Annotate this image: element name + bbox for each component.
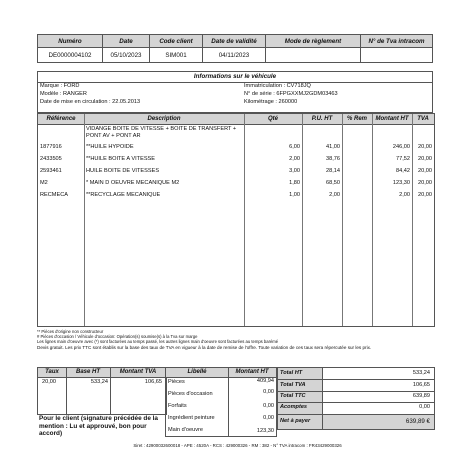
value-date-validite: 04/11/2023 [203,48,266,63]
vehicle-info-box [37,82,433,113]
items-row-4-montant: 123,30 [392,180,410,186]
tva-col-montant: Montant TVA [119,369,157,375]
value-mode-reglement [266,48,361,63]
libelle-col-montant: Montant HT [235,369,269,375]
items-col-qte: Qté [267,116,278,122]
items-row-4-ref: M2 [40,180,48,186]
col-numero: Numéro [38,35,103,48]
net-a-payer-box [277,414,435,430]
vehicle-marque: Marque : FORD [40,83,80,89]
items-col-reference: Référence [46,116,76,122]
items-row-1-montant: 246,00 [392,144,410,150]
col-date-validite: Date de validité [203,35,266,48]
value-numero: DE0000004102 [38,48,103,63]
items-row-1-pu: 41,00 [326,144,340,150]
col-tva-intracom: N° de Tva intracom [361,35,433,48]
items-col-tva: TVA [417,116,429,122]
totals-box [277,367,435,415]
tva-col-base: Base HT [75,369,100,375]
note-line-2: # Pièces d'occasion / Véhicule d'occasion: Opération(s) soumise(s) à la Tva sur marge [37,334,198,339]
document-header-table [37,34,433,63]
items-row-0-desc: VIDANGE BOITE DE VITESSE + BOITE DE TRANSFERT + PONT AV + PONT AR [86,126,237,139]
notes-block [37,329,437,350]
items-row-5-montant: 2,00 [399,192,410,198]
items-row-3-montant: 84,42 [396,168,410,174]
vehicle-modele: Modèle : RANGER [40,91,87,97]
items-col-pu: P.U. HT [311,116,333,122]
net-a-payer-value: 639,89 € [405,418,430,425]
items-row-4-desc: * MAIN D OEUVRE MECANIQUE M2 [86,180,180,186]
total-ht-label: Total HT [280,370,303,376]
items-row-3-pu: 28,14 [326,168,340,174]
items-row-3-qte: 3,00 [289,168,300,174]
items-row-3-tva: 20,00 [418,168,432,174]
items-row-5-qte: 1,00 [289,192,300,198]
items-header [38,114,434,125]
net-a-payer-label: Net à payer [280,418,311,424]
total-ttc-value: 639,89 [412,393,430,399]
libelle-row-2-value: 0,00 [263,403,274,409]
tva-table [37,367,167,415]
libelle-row-2-label: Forfaits [168,403,187,409]
items-row-4-qte: 1,80 [289,180,300,186]
items-row-4-pu: 68,50 [326,180,340,186]
acomptes-label: Acomptes [280,404,308,410]
items-col-description: Description [147,116,181,122]
note-line-1: ** Pièces d'origine non constructeur [37,329,104,334]
items-row-2-montant: 77,52 [396,156,410,162]
items-row-1-tva: 20,00 [418,144,432,150]
total-tva-value: 106,65 [412,382,430,388]
total-tva-label: Total TVA [280,382,306,388]
vehicle-section-title: Informations sur le véhicule [37,71,433,83]
items-row-2-pu: 38,76 [326,156,340,162]
items-row-5-desc: **RECYCLAGE MECANIQUE [86,192,161,198]
items-row-1-qte: 6,00 [289,144,300,150]
libelle-row-1-value: 0,00 [263,389,274,395]
tva-col-taux: Taux [45,369,59,375]
note-line-3: Les lignes main d'oeuvre avec (*) sont facturées au temps passé, les autres lignes main d'oeuvre sont facturées au temps barémé [37,339,279,344]
acomptes-value: 0,00 [419,404,430,410]
libelle-row-3-label: Ingrédient peinture [168,415,215,421]
items-col-montant: Montant HT [375,116,409,122]
value-tva-intracom [361,48,433,63]
col-code-client: Code client [150,35,203,48]
libelle-table [165,367,277,437]
items-row-3-desc: HUILE BOITE DE VITESSES [86,168,160,174]
items-row-1-desc: **HUILE HYPOIDE [86,144,134,150]
tva-value-taux: 20,00 [42,379,56,385]
items-row-3-ref: 2593461 [40,168,62,174]
vehicle-immatriculation: Immatriculation : CV718JQ [244,83,311,89]
company-footer: Siret : 42900032600018 - APE : 4520A - RCS : 429000326 - RM : 382 - N° TVA intracom : FR43429000326 [133,443,342,448]
libelle-row-3-value: 0,00 [263,415,274,421]
items-row-5-pu: 2,00 [329,192,340,198]
total-ttc-label: Total TTC [280,393,306,399]
items-row-1-ref: 1877916 [40,144,62,150]
items-row-2-ref: 2433505 [40,156,62,162]
items-row-2-desc: **HUILE BOITE A VITESSE [86,156,156,162]
vehicle-kilometrage: Kilométrage : 260000 [244,99,298,105]
items-table [37,113,435,327]
tva-value-base: 533,24 [90,379,108,385]
libelle-row-1-label: Pièces d'occasion [168,391,213,397]
items-row-5-ref: RECMECA [40,192,68,198]
value-date: 05/10/2023 [103,48,150,63]
items-row-2-qte: 2,00 [289,156,300,162]
libelle-col-label: Libellé [187,369,207,375]
vehicle-serie: N° de série : 6FPGXXMJ2GDM03463 [244,91,338,97]
col-mode-reglement: Mode de règlement [266,35,361,48]
items-row-4-tva: 20,00 [418,180,432,186]
libelle-row-4-label: Main d'oeuvre [168,427,203,433]
note-line-4: Devis gratuit. Les prix TTC sont établis sur la base des taux de TVA en vigueur à la date de remise de l'offre. Toute variation de ces taux sera répercutée sur les prix. [37,345,372,350]
total-ht-value: 533,24 [412,370,430,376]
client-agreement-text: Pour le client (signature précédée de la mention : Lu et approuvé, bon pour accord) [39,415,158,437]
libelle-row-0-label: Pièces [168,379,185,385]
libelle-row-0-value: 409,94 [256,378,274,384]
value-code-client: SIM001 [150,48,203,63]
col-date: Date [103,35,150,48]
items-row-2-tva: 20,00 [418,156,432,162]
vehicle-mise-circulation: Date de mise en circulation : 22.05.2013 [40,99,141,105]
items-col-rem: % Rem [346,116,367,122]
items-row-5-tva: 20,00 [418,192,432,198]
libelle-row-4-value: 123,30 [256,428,274,434]
tva-value-montant: 106,65 [144,379,162,385]
